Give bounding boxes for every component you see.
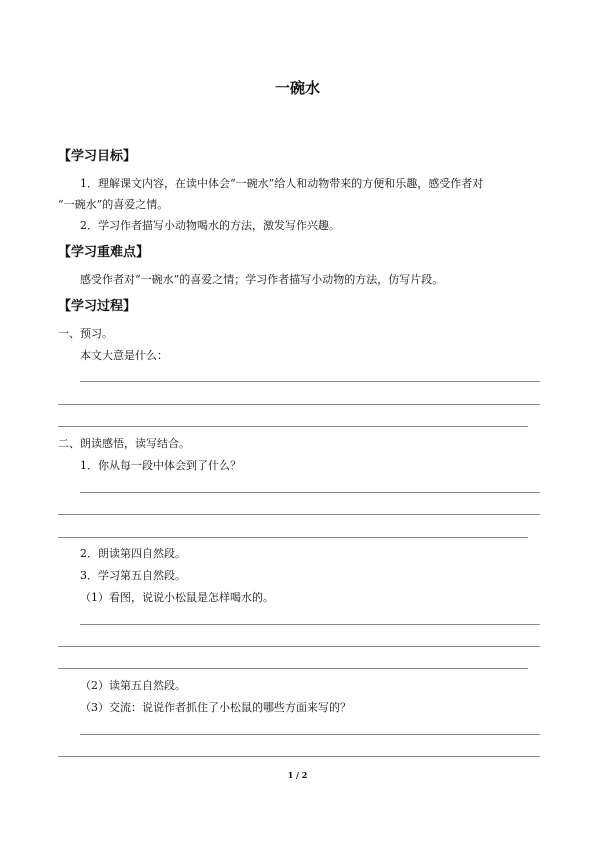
answer-line — [58, 404, 540, 405]
answer-line — [58, 537, 528, 538]
process-part-2-question-2: 2．朗读第四自然段。 — [80, 547, 186, 560]
goal-item-2: 2．学习作者描写小动物喝水的方法，激发写作兴趣。 — [80, 219, 340, 232]
process-part-1-heading: 一、预习。 — [58, 327, 113, 340]
goal-item-1-line-2: “一碗水”的喜爱之情。 — [58, 198, 169, 211]
process-part-2-question-3-1: （1）看图，说说小松鼠是怎样喝水的。 — [80, 591, 274, 604]
goal-item-1-line-1: 1．理解课文内容，在读中体会“一碗水”给人和动物带来的方便和乐趣，感受作者对 — [80, 177, 484, 190]
process-part-1-question: 本文大意是什么： — [80, 349, 168, 362]
process-part-2-question-3: 3．学习第五自然段。 — [80, 569, 186, 582]
answer-line — [58, 668, 528, 669]
answer-line — [80, 734, 540, 735]
process-part-2-question-3-2: （2）读第五自然段。 — [80, 679, 186, 692]
process-part-2-heading: 二、朗读感悟，读写结合。 — [58, 437, 190, 450]
section-heading-process: 【学习过程】 — [58, 299, 137, 314]
process-part-2-question-1: 1．你从每一段中体会到了什么？ — [80, 459, 241, 472]
answer-line — [80, 624, 540, 625]
section-heading-goals: 【学习目标】 — [58, 149, 137, 164]
answer-line — [80, 492, 540, 493]
answer-line — [58, 514, 540, 515]
page-title: 一碗水 — [274, 79, 320, 97]
process-part-2-question-3-3: （3）交流：说说作者抓住了小松鼠的哪些方面来写的？ — [80, 701, 351, 714]
answer-line — [58, 756, 540, 757]
key-points-text: 感受作者对“一碗水”的喜爱之情；学习作者描写小动物的方法，仿写片段。 — [80, 273, 444, 286]
section-heading-key-points: 【学习重难点】 — [58, 245, 150, 260]
answer-line — [58, 646, 540, 647]
answer-line — [58, 426, 528, 427]
answer-line — [80, 381, 540, 382]
page-number: 1 / 2 — [287, 770, 308, 780]
